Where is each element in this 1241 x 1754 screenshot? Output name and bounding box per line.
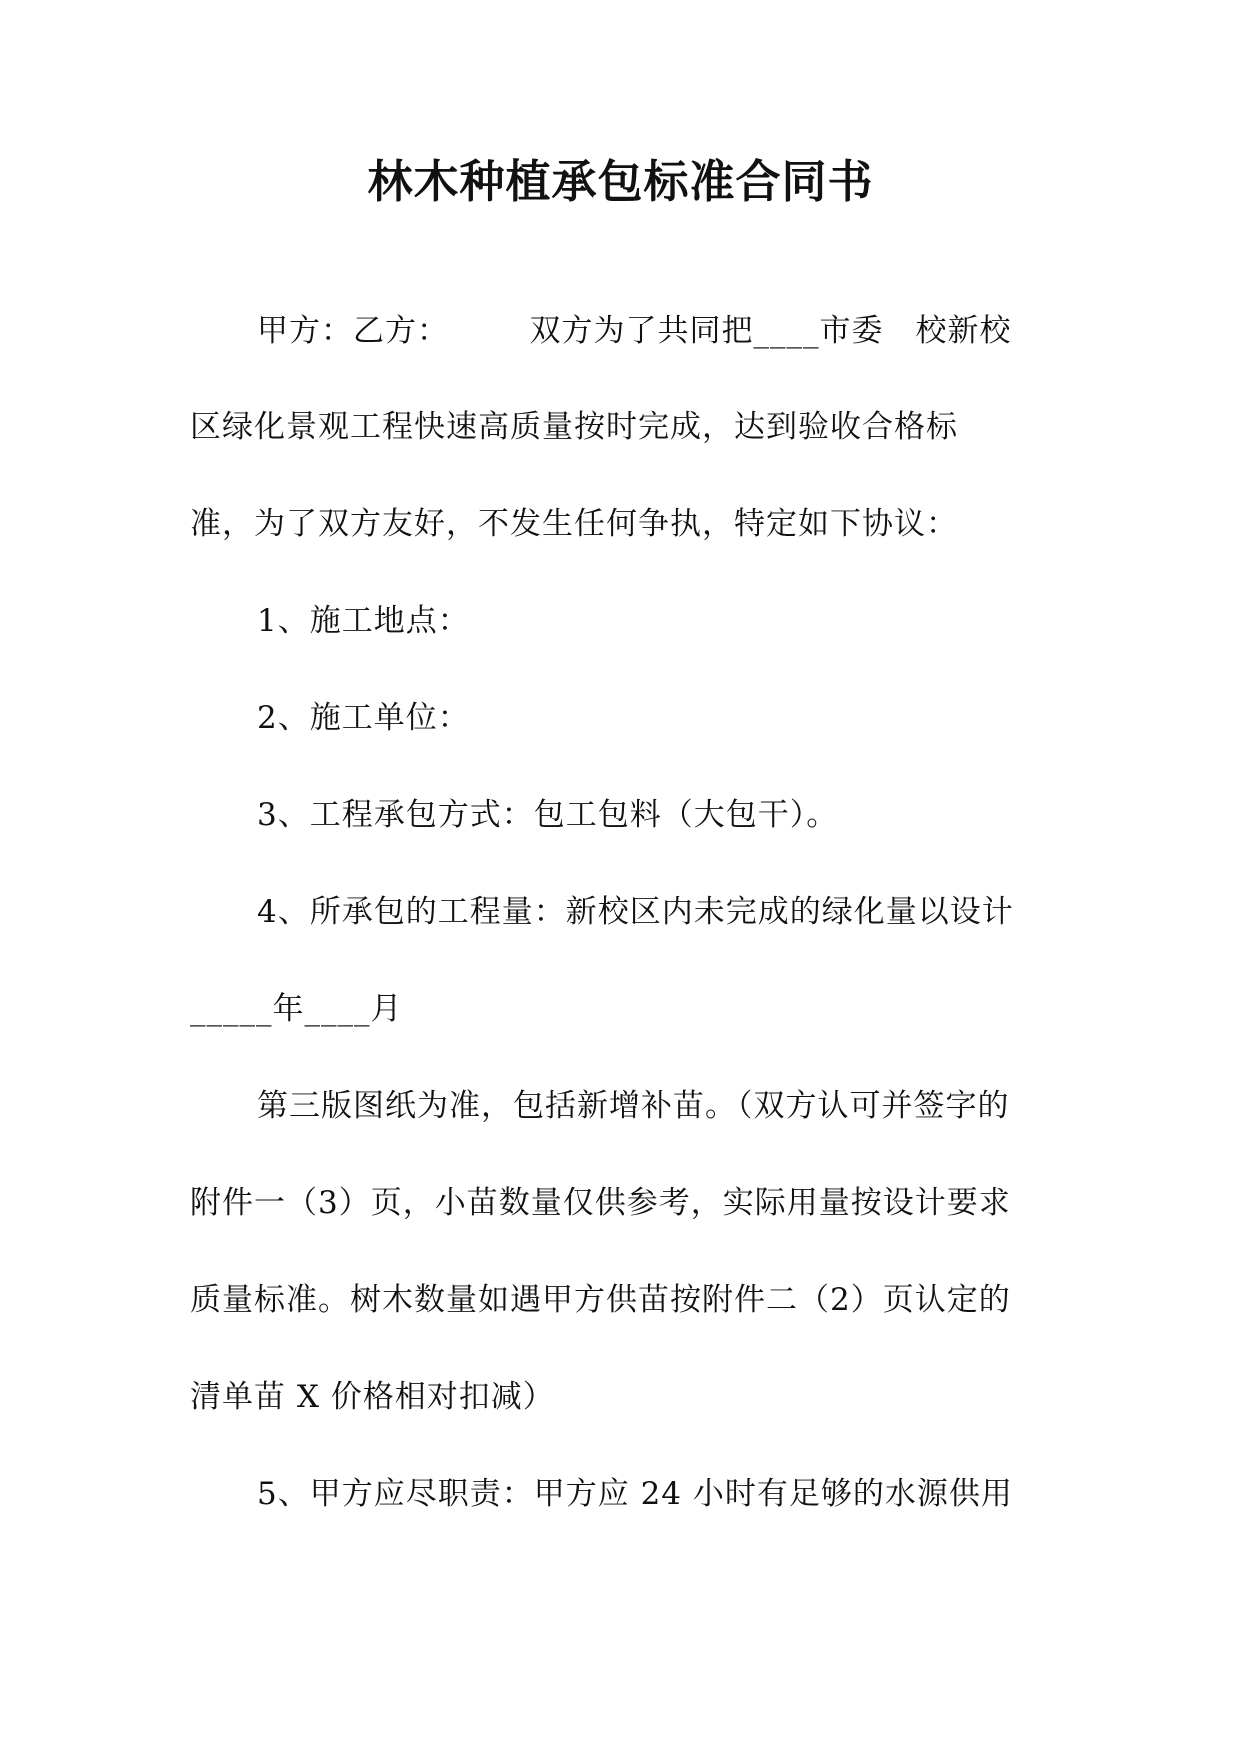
paragraph-line: 准，为了双方友好，不发生任何争执，特定如下协议： [190,506,958,542]
paragraph-line: 第三版图纸为准，包括新增补苗。（双方认可并签字的 [257,1088,1010,1124]
clause-line: 1、施工地点： [257,603,470,639]
clause-line: 5、甲方应尽职责：甲方应 24 小时有足够的水源供用 [257,1476,1013,1512]
paragraph-line: 甲方：乙方： 双方为了共同把____市委 校新校 [257,313,1012,349]
clause-line: 3、工程承包方式：包工包料（大包干）。 [257,797,839,833]
date-blank-line: _____年____月 [190,991,403,1027]
paragraph-line: 区绿化景观工程快速高质量按时完成，达到验收合格标 [190,409,958,445]
clause-line: 2、施工单位： [257,700,470,736]
clause-line: 4、所承包的工程量：新校区内未完成的绿化量以设计 [257,894,1014,930]
document-title: 林木种植承包标准合同书 [367,155,874,208]
paragraph-line: 质量标准。树木数量如遇甲方供苗按附件二（2）页认定的 [190,1282,1011,1318]
paragraph-line: 清单苗 X 价格相对扣减） [190,1379,555,1415]
paragraph-line: 附件一（3）页，小苗数量仅供参考，实际用量按设计要求 [190,1185,1011,1221]
